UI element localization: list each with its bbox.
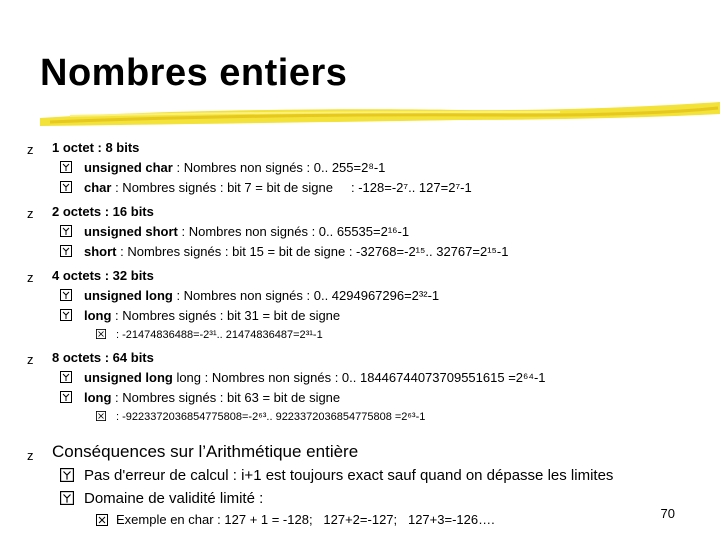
checkbox-y-icon	[60, 391, 72, 403]
checkbox-y-icon	[60, 181, 72, 193]
sub-bullet-unsigned-long: unsigned long : Nombres non signés : 0.. 4294967296=2³²-1	[0, 286, 720, 306]
z-bullet-icon: z	[27, 448, 34, 463]
checkbox-y-icon	[60, 245, 72, 257]
sub-bullet-char: char : Nombres signés : bit 7 = bit de signe : -128=-2⁷.. 127=2⁷-1	[0, 178, 720, 198]
sub-bullet-short: short : Nombres signés : bit 15 = bit de signe : -32768=-2¹⁵.. 32767=2¹⁵-1	[0, 242, 720, 262]
checkbox-x-icon	[96, 411, 106, 421]
z-bullet-icon: z	[27, 142, 34, 157]
slide-body	[0, 134, 720, 530]
checkbox-y-icon	[60, 225, 72, 237]
slide-title: Nombres entiers	[40, 52, 348, 94]
bullet-2-octets: z 2 octets : 16 bits	[0, 202, 720, 222]
sub-sub-bullet-long-range: : -21474836488=-2³¹.. 21474836487=2³¹-1	[0, 326, 720, 344]
checkbox-y-icon	[60, 371, 72, 383]
z-bullet-icon: z	[27, 352, 34, 367]
title-underline-brushstroke	[40, 96, 720, 136]
z-bullet-icon: z	[27, 270, 34, 285]
page-number: 70	[660, 506, 675, 521]
bullet-8-octets: z 8 octets : 64 bits	[0, 348, 720, 368]
sub-bullet-unsigned-long-long: unsigned long long : Nombres non signés : 0.. 18446744073709551615 =2⁶⁴-1	[0, 368, 720, 388]
sub-bullet-long-64: long : Nombres signés : bit 63 = bit de signe	[0, 388, 720, 408]
checkbox-y-icon	[60, 468, 74, 482]
sub-sub-bullet-example: Exemple en char : 127 + 1 = -128; 127+2=-127; 127+3=-126….	[0, 510, 720, 530]
sub-bullet-no-overflow-error: Pas d'erreur de calcul : i+1 est toujours exact sauf quand on dépasse les limites	[0, 464, 720, 487]
sub-sub-bullet-long-64-range: : -9223372036854775808=-2⁶³.. 9223372036854775808 =2⁶³-1	[0, 408, 720, 426]
sub-bullet-unsigned-short: unsigned short : Nombres non signés : 0.. 65535=2¹⁶-1	[0, 222, 720, 242]
checkbox-y-icon	[60, 491, 74, 505]
bullet-1-octet: z 1 octet : 8 bits	[0, 138, 720, 158]
z-bullet-icon: z	[27, 206, 34, 221]
bullet-4-octets: z 4 octets : 32 bits	[0, 266, 720, 286]
checkbox-y-icon	[60, 289, 72, 301]
sub-bullet-limited-domain: Domaine de validité limité :	[0, 487, 720, 510]
checkbox-y-icon	[60, 161, 72, 173]
checkbox-x-icon	[96, 514, 108, 526]
bullet-consequences: z Conséquences sur l’Arithmétique entière	[0, 440, 720, 464]
sub-bullet-unsigned-char: unsigned char : Nombres non signés : 0.. 255=2⁸-1	[0, 158, 720, 178]
sub-bullet-long: long : Nombres signés : bit 31 = bit de signe	[0, 306, 720, 326]
checkbox-x-icon	[96, 329, 106, 339]
checkbox-y-icon	[60, 309, 72, 321]
